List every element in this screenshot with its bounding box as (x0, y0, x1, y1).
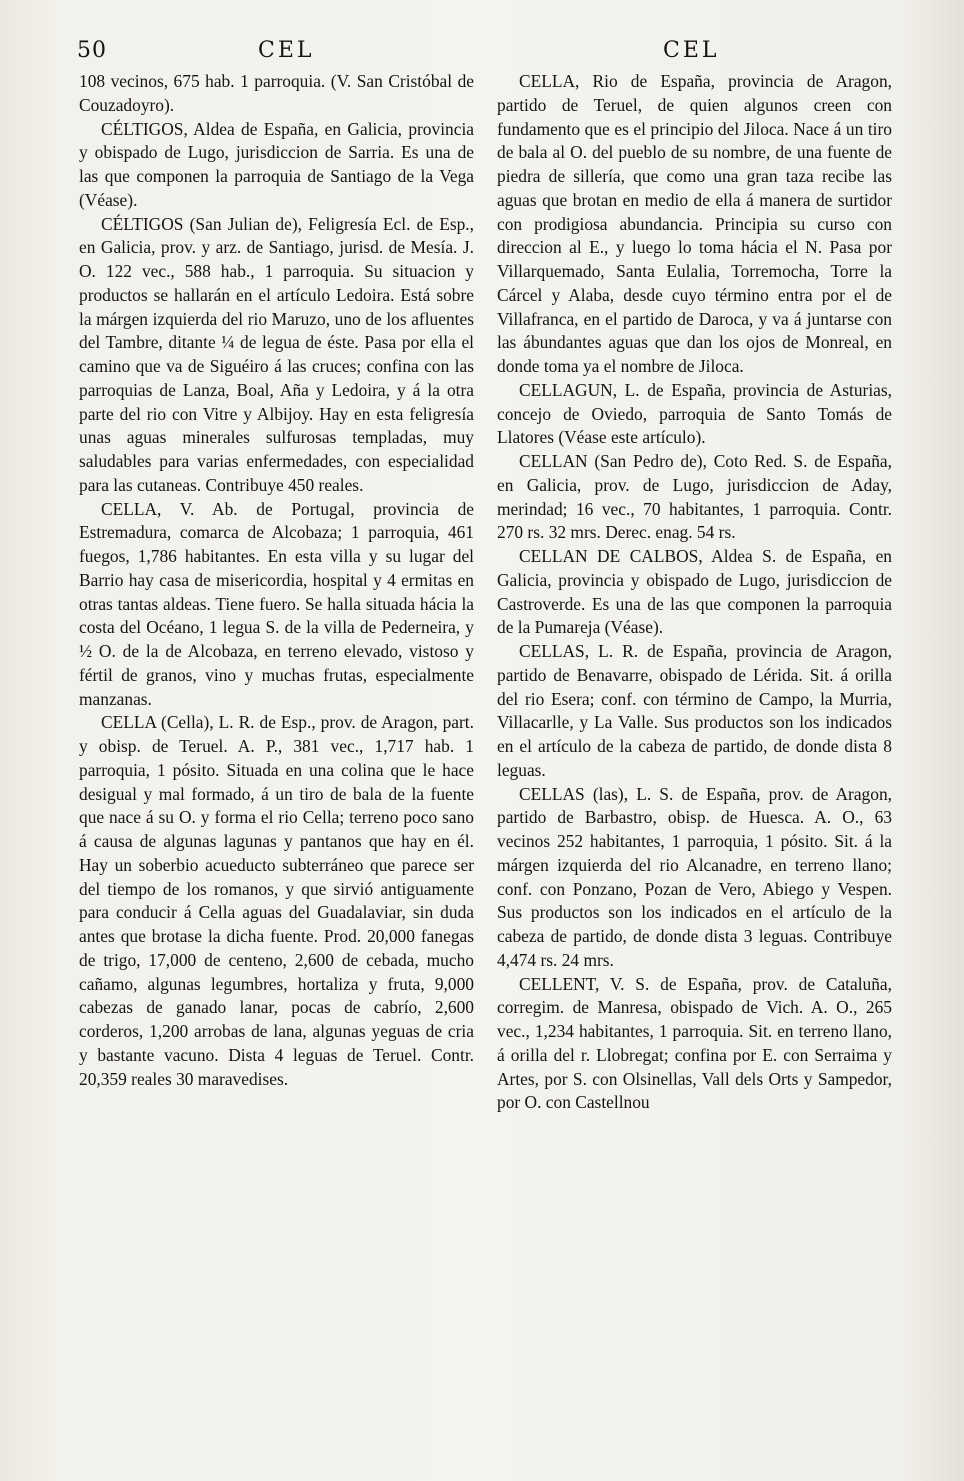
left-column (79, 70, 474, 1091)
entry-cellan-de-calbos: CELLAN DE CALBOS, Aldea S. de España, en Galicia, provincia y obispado de Lugo, jurisdiccion de Castroverde. Es una de las que componen la parroquia de la Pumareja (Véase). (497, 546, 892, 638)
entry-cellan: CELLAN (San Pedro de), Coto Red. S. de España, en Galicia, prov. de Lugo, jurisdiccion de Aday, merindad; 16 vec., 70 habitantes, 1 parroquia. Contr. 270 rs. 32 mrs. Derec. enag. 54 rs. (497, 451, 892, 543)
entry-cella-aragon: CELLA (Cella), L. R. de Esp., prov. de Aragon, part. y obisp. de Teruel. A. P., 381 vec., 1,717 hab. 1 parroquia, 1 pósito. Situada en una colina que le hace desigual y mal formado, á un tiro de bala de la fuente que nace á su O. y forma el rio Cella; terreno poco sano á causa de algunas lagunas y pantanos que hay en él. Hay un soberbio acueducto subterráneo que parece ser del tiempo de los romanos, y que sirvió antiguamente para conducir á Cella aguas del Guadalaviar, sin duda antes que brotase la dicha fuente. Prod. 20,000 fanegas de trigo, 17,000 de centeno, 2,600 de cebada, mucho cañamo, algunas legumbres, hortaliza y fruta, 9,000 cabezas de ganado lanar, pocas de cabrío, 2,600 corderos, 1,200 arrobas de lana, algunas yeguas de cria y bastante vacuno. Dista 4 leguas de Teruel. Contr. 20,359 reales 30 maravedises. (79, 712, 474, 1089)
page-header (0, 38, 964, 72)
running-head-right: CEL (663, 38, 720, 63)
entry-cella-portugal: CELLA, V. Ab. de Portugal, provincia de Estremadura, comarca de Alcobaza; 1 parroquia, 461 fuegos, 1,786 habitantes. En esta villa y su lugar del Barrio hay casa de misericordia, hospital y 4 ermitas en otras tantas aldeas. Tiene fuero. Se halla situada hácia la costa del Océano, 1 legua S. de la villa de Pederneira, y ½ O. de la de Alcobaza, en terreno elevado, vistoso y fértil de granos, vino y muchas frutas, especialmente manzanas. (79, 498, 474, 709)
entry-celtigos-feligresia: CÉLTIGOS (San Julian de), Feligresía Ecl. de Esp., en Galicia, prov. y arz. de Santiago, jurisd. de Mesía. J. O. 122 vec., 588 hab., 1 parroquia. Su situacion y productos se hallarán en el artículo Ledoira. Está sobre la márgen izquierda del rio Maruzo, uno de los afluentes del Tambre, ditante ¼ de legua de éste. Pasa por ella el camino que va de Siguéiro á las cruces; confina con las parroquias de Lanza, Boal, Aña y Ledoira, y á la otra parte del rio con Vitre y Albijoy. Hay en esta feligresía unas aguas minerales sulfurosas templadas, muy saludables para varias enfermedades, con especialidad para las cutaneas. Contribuye 450 reales. (79, 213, 474, 495)
entry-continuation: 108 vecinos, 675 hab. 1 parroquia. (V. San Cristóbal de Couzadoyro). (79, 71, 474, 115)
entry-cellas: CELLAS, L. R. de España, provincia de Aragon, partido de Benavarre, obispado de Lérida. Sit. á orilla del rio Esera; conf. con término de Campo, la Murria, Villacarlle, y La Valle. Sus productos son los indicados en el artículo de la cabeza de partido, de donde dista 8 leguas. (497, 641, 892, 780)
entry-celtigos-aldea: CÉLTIGOS, Aldea de España, en Galicia, provincia y obispado de Lugo, jurisdiccion de Sarria. Es una de las que componen la parroquia de Santiago de la Vega (Véase). (79, 118, 474, 210)
page-number: 50 (77, 38, 107, 63)
entry-cella-rio: CELLA, Rio de España, provincia de Aragon, partido de Teruel, de quien algunos creen con fundamento que es el principio del Jiloca. Nace á un tiro de bala al O. del pueblo de su nombre, de una fuente de piedra de sillería, que como una gran taza recibe las aguas que brotan en medio de ella á manera de surtidor con prodigiosa abundancia. Principia su curso con direccion al E., y luego lo toma hácia el N. Pasa por Villarquemado, Santa Eulalia, Torremocha, Torre la Cárcel y Alaba, desde cuyo término entra por el de Villafranca, en el partido de Daroca, y va á juntarse con las ábundantes aguas que dan los ojos de Monreal, en donde toma ya el nombre de Jiloca. (497, 71, 892, 376)
entry-cellagun: CELLAGUN, L. de España, provincia de Asturias, concejo de Oviedo, parroquia de Santo Tomás de Llatores (Véase este artículo). (497, 379, 892, 448)
running-head-left: CEL (258, 38, 315, 63)
entry-cellent: CELLENT, V. S. de España, prov. de Cataluña, corregim. de Manresa, obispado de Vich. A. O., 265 vec., 1,234 habitantes, 1 parroquia. Sit. en terreno llano, á orilla del r. Llobregat; confina por E. con Serraima y Artes, por S. con Olsinellas, Vall dels Orts y Sampedor, por O. con Castellnou (497, 973, 892, 1113)
right-column (497, 70, 892, 1115)
entry-cellas-las: CELLAS (las), L. S. de España, prov. de Aragon, partido de Barbastro, obisp. de Huesca. A. O., 63 vecinos 252 habitantes, 1 parroquia, 1 pósito. Sit. á la márgen izquierda del rio Alcanadre, en terreno llano; conf. con Ponzano, Pozan de Vero, Abiego y Vespen. Sus productos son los indicados en el artículo de la cabeza de partido, de donde dista 3 leguas. Contribuye 4,474 rs. 24 mrs. (497, 783, 892, 970)
